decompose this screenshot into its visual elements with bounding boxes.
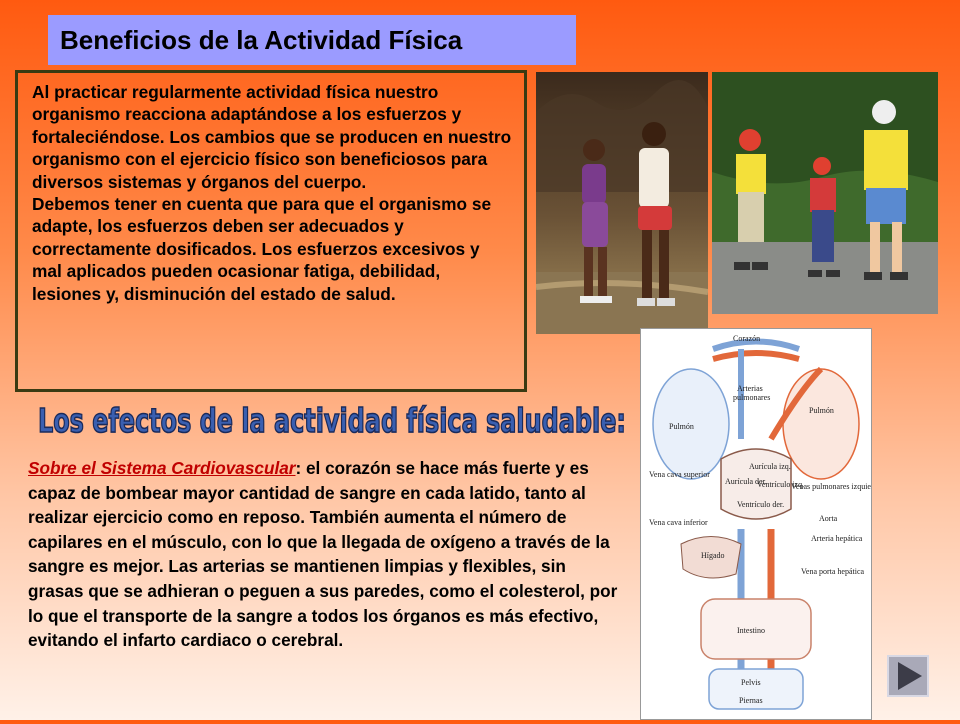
label-aorta: Aorta [819, 514, 838, 523]
section-heading [32, 394, 632, 444]
label-vena-cava-sup: Vena cava superior [649, 470, 710, 479]
cardio-lead: Sobre el Sistema Cardiovascular [28, 458, 296, 478]
page-title: Beneficios de la Actividad Física [48, 15, 576, 65]
play-next-icon [889, 657, 927, 695]
label-piernas: Piernas [739, 696, 763, 705]
label-arterias: Arterias [737, 384, 763, 393]
label-vena-porta: Vena porta hepática [801, 567, 865, 576]
label-pulmon-right: Pulmón [809, 406, 834, 415]
cardio-text: : el corazón se hace más fuerte y es capaz de bombear mayor cantidad de sangre en cada latido, tanto al realizar ejercicio como en reposo. También aumenta el número de capilares en el músculo, con lo que la llegada de oxígeno a través de la sangre es mejor. Las arterias se mantienen limpias y flexibles, sin grasas que se adhieran o peguen a sus paredes, como el colesterol, por lo que el transporte de la sangre a todos los órganos es más efectivo, evitando el infarto cardiaco o cerebral. [28, 458, 618, 651]
label-pulmonares: pulmonares [733, 393, 771, 402]
intro-textbox [15, 70, 527, 392]
label-pulmon-left: Pulmón [669, 422, 694, 431]
skaters-photo [712, 72, 938, 314]
label-corazon: Corazón [733, 334, 761, 343]
label-ventriculo-der: Ventrículo der. [737, 500, 785, 509]
next-slide-button[interactable] [887, 655, 929, 697]
label-auricula-der: Aurícula der. [725, 477, 767, 486]
runners-photo [536, 72, 708, 334]
label-vena-cava-inf: Vena cava inferior [649, 518, 708, 527]
label-auricula-izq: Aurícula izq. [749, 462, 791, 471]
cardio-paragraph [28, 456, 620, 653]
circulatory-diagram [640, 328, 872, 720]
label-pelvis: Pelvis [741, 678, 761, 687]
section-heading-text: Los efectos de la actividad física saludable: [38, 401, 626, 440]
label-venas-pulmonares: Venas pulmonares izquie [791, 482, 871, 491]
label-intestino: Intestino [737, 626, 765, 635]
intro-paragraph-1: Al practicar regularmente actividad física nuestro organismo reacciona adaptándose a los esfuerzos y fortaleciéndose. Los cambios que se producen en nuestro organismo con el ejercicio físico son beneficiosos para diversos sistemas y órganos del cuerpo. [32, 82, 512, 192]
label-higado: Hígado [701, 551, 725, 560]
intro-paragraph-2: Debemos tener en cuenta que para que el organismo se adapte, los esfuerzos deben ser adecuados y correctamente dosificados. Los esfuerzos excesivos y mal aplicados pueden ocasionar fatiga, debilidad, lesiones y, disminución del estado de salud. [32, 194, 492, 304]
label-arteria-hepatica: Arteria hepática [811, 534, 863, 543]
label-ventriculo-izq: Ventrículo izq. [757, 480, 805, 489]
